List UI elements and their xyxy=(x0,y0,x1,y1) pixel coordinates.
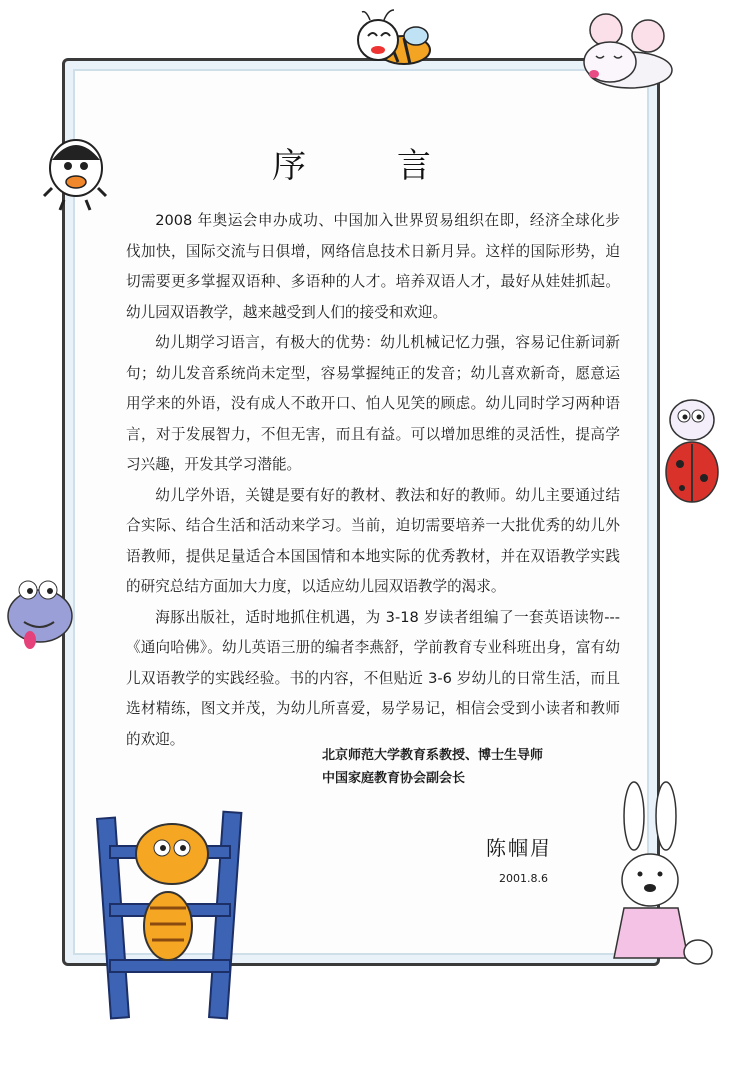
author-affiliation xyxy=(322,744,543,790)
paragraph-1: 2008 年奥运会申办成功、中国加入世界贸易组织在即，经济全球化步伐加快，国际交流与日俱增，网络信息技术日新月异。这样的国际形势，迫切需要更多掌握双语种、多语种的人才。培养双语人才，最好从娃娃抓起。幼儿园双语教学，越来越受到人们的接受和欢迎。 xyxy=(126,212,620,321)
author-name: 陈帼眉 xyxy=(486,836,552,860)
signature-date: 2001.8.6 xyxy=(499,872,548,885)
paragraph-3: 幼儿学外语，关键是要有好的教材、教法和好的教师。幼儿主要通过结合实际、结合生活和活动来学习。当前，迫切需要培养一大批优秀的幼儿外语教师，提供足量适合本国国情和本地实际的优秀教材，并在双语教学实践的研究总结方面加大力度，以适应幼儿园双语教学的渴求。 xyxy=(126,486,620,595)
purple-creature-icon xyxy=(4,560,84,660)
affiliation-line-1: 北京师范大学教育系教授、博士生导师 xyxy=(322,748,544,763)
bunny-character-icon xyxy=(600,780,720,980)
tiger-on-ladder-icon xyxy=(96,808,272,1024)
preface-body xyxy=(126,206,620,755)
paragraph-2: 幼儿期学习语言，有极大的优势：幼儿机械记忆力强，容易记住新词新句；幼儿发音系统尚未定型，容易掌握纯正的发音；幼儿喜欢新奇，愿意运用学来的外语，没有成人不敢开口、怕人见笑的顾虑。幼儿同时学习两种语言，对于发展智力，不但无害，而且有益。可以增加思维的灵活性，提高学习兴趣，开发其学习潜能。 xyxy=(126,334,620,473)
affiliation-line-2: 中国家庭教育协会副会长 xyxy=(322,771,466,786)
paragraph-4: 海豚出版社，适时地抓住机遇，为 3-18 岁读者组编了一套英语读物---《通向哈佛》。幼儿英语三册的编者李燕舒，学前教育专业科班出身，富有幼儿双语教学的实践经验。书的内容，不但贴近 3-6 岁幼儿的日常生活，而且选材精练，图文并茂，为幼儿所喜爱，易学易记，相信会受到小读者和教师的欢迎。 xyxy=(126,608,620,748)
ladybug-character-icon xyxy=(658,386,728,516)
mouse-character-icon xyxy=(560,10,680,100)
bee-character-icon xyxy=(346,6,436,68)
page-title: 序 言 xyxy=(272,146,471,186)
